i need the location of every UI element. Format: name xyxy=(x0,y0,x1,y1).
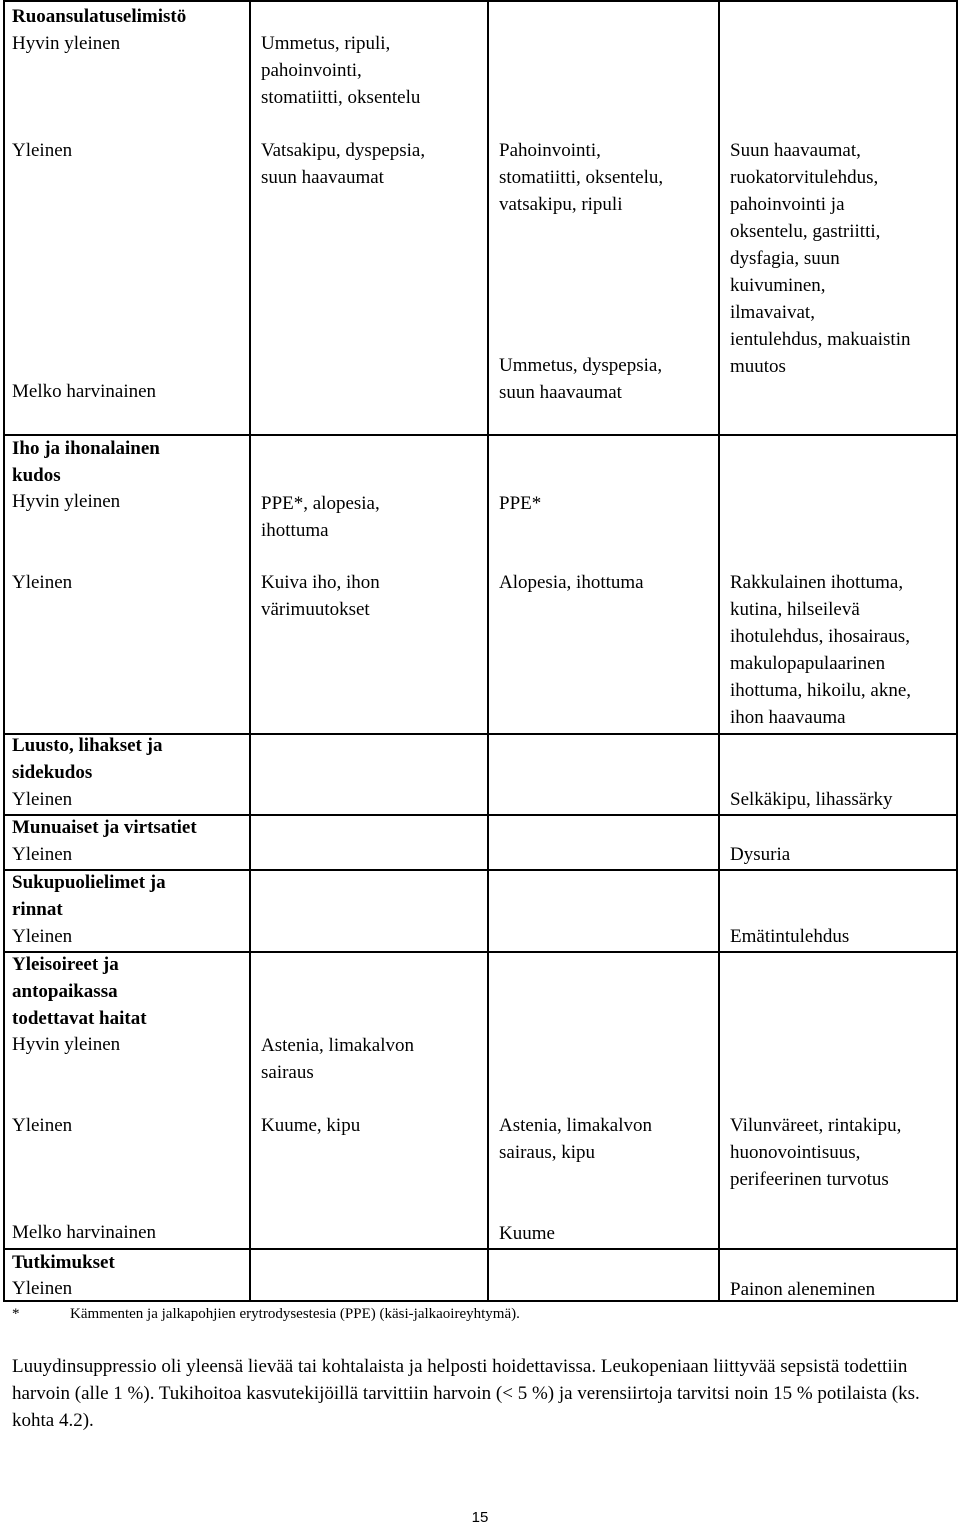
table-cell: Ummetus, ripuli, pahoinvointi, stomatiitti, oksentelu xyxy=(261,33,421,108)
table-border-col2 xyxy=(249,0,251,1302)
organ-class-label: Luusto, lihakset ja sidekudos xyxy=(12,735,163,783)
body-paragraph: Luuydinsuppressio oli yleensä lievää tai kohtalaista ja helposti hoidettavissa. Leukopeniaan liittyvää sepsistä todettiin harvoin (alle 1 %). Tukihoitoa kasvutekijöillä tarvittiin harvoin (< 5 %) ja verensiirtoja tarvitsi noin 15 % potilaista (ks. kohta 4.2). xyxy=(12,1356,920,1431)
table-cell: Kuume xyxy=(499,1223,555,1244)
organ-class-label: Iho ja ihonalainen kudos xyxy=(12,438,160,486)
table-border-right xyxy=(956,0,958,1302)
table-cell: Vilunväreet, rintakipu, huonovointisuus, perifeerinen turvotus xyxy=(730,1115,902,1190)
table-cell: PPE* xyxy=(499,493,542,514)
frequency-label: Hyvin yleinen xyxy=(12,33,121,54)
table-cell: Ummetus, dyspepsia, suun haavaumat xyxy=(499,355,663,403)
table-separator-tutkimukset xyxy=(3,1248,958,1250)
table-cell: Rakkulainen ihottuma, kutina, hilseilevä ihotulehdus, ihosairaus, makulopapulaarinen ihottuma, hikoilu, akne, ihon haavauma xyxy=(730,572,912,728)
organ-class-label: Ruoansulatuselimistö xyxy=(12,6,187,27)
table-border-left xyxy=(3,0,5,1302)
footnote-mark: * xyxy=(12,1306,20,1322)
organ-class-label: Tutkimukset xyxy=(12,1252,115,1273)
table-border-col4 xyxy=(718,0,720,1302)
frequency-label: Yleinen xyxy=(12,1115,73,1136)
organ-class-label: Sukupuolielimet ja rinnat xyxy=(12,872,166,920)
table-border-top xyxy=(3,0,958,2)
footnote-text: Kämmenten ja jalkapohjien erytrodysestesia (PPE) (käsi-jalkaoireyhtymä). xyxy=(70,1306,520,1322)
table-border-col3 xyxy=(487,0,489,1302)
page-number: 15 xyxy=(471,1509,489,1526)
table-cell: Painon aleneminen xyxy=(730,1279,876,1300)
table-cell: Astenia, limakalvon sairaus xyxy=(261,1035,415,1083)
frequency-label: Melko harvinainen xyxy=(12,381,157,402)
frequency-label: Melko harvinainen xyxy=(12,1222,157,1243)
table-cell: Selkäkipu, lihassärky xyxy=(730,789,893,810)
table-cell: Kuume, kipu xyxy=(261,1115,361,1136)
table-cell: Alopesia, ihottuma xyxy=(499,572,644,593)
table-cell: Kuiva iho, ihon värimuutokset xyxy=(261,572,380,620)
table-cell: Dysuria xyxy=(730,844,791,865)
table-cell: PPE*, alopesia, ihottuma xyxy=(261,493,380,541)
table-cell: Suun haavaumat, ruokatorvitulehdus, pahoinvointi ja oksentelu, gastriitti, dysfagia, suun kuivuminen, ilmavaivat, ientulehdus, makuaistin muutos xyxy=(730,140,911,377)
frequency-label: Hyvin yleinen xyxy=(12,491,121,512)
frequency-label: Yleinen xyxy=(12,844,73,865)
frequency-label: Hyvin yleinen xyxy=(12,1034,121,1055)
table-cell: Pahoinvointi, stomatiitti, oksentelu, vatsakipu, ripuli xyxy=(499,140,664,215)
frequency-label: Yleinen xyxy=(12,926,73,947)
table-cell: Astenia, limakalvon sairaus, kipu xyxy=(499,1115,653,1163)
frequency-label: Yleinen xyxy=(12,789,73,810)
table-cell: Vatsakipu, dyspepsia, suun haavaumat xyxy=(261,140,426,188)
organ-class-label: Yleisoireet ja antopaikassa todettavat haitat xyxy=(12,954,147,1029)
table-cell: Emätintulehdus xyxy=(730,926,850,947)
frequency-label: Yleinen xyxy=(12,140,73,161)
frequency-label: Yleinen xyxy=(12,572,73,593)
organ-class-label: Munuaiset ja virtsatiet xyxy=(12,817,197,838)
frequency-label: Yleinen xyxy=(12,1278,73,1299)
